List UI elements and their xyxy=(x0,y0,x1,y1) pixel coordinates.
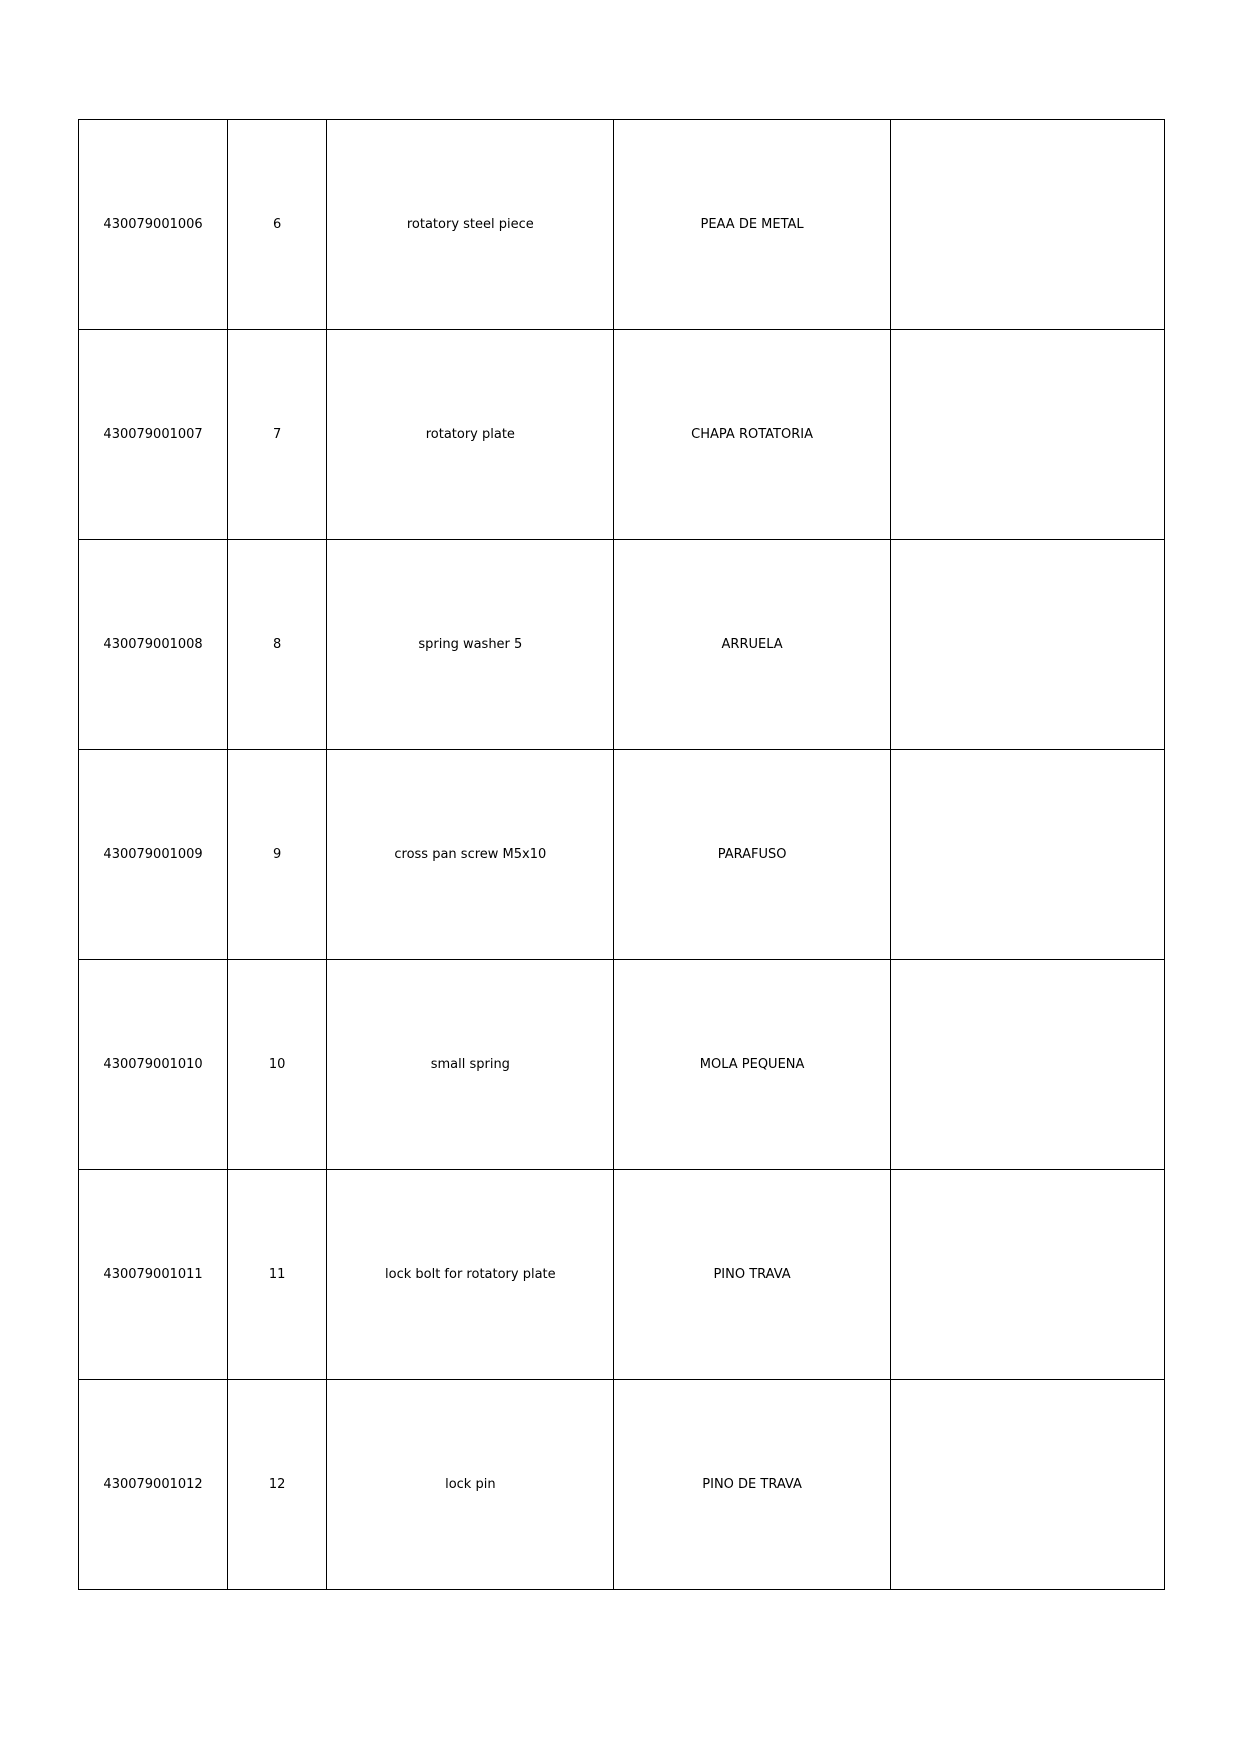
part-number-cell: 7 xyxy=(228,330,327,540)
description-pt-cell: PEAA DE METAL xyxy=(614,120,890,330)
part-number-cell: 11 xyxy=(228,1170,327,1380)
table-row xyxy=(79,540,1165,750)
table-row xyxy=(79,1380,1165,1590)
notes-cell xyxy=(890,1380,1164,1590)
part-number-cell: 8 xyxy=(228,540,327,750)
part-code-cell: 430079001008 xyxy=(79,540,228,750)
description-en-cell: cross pan screw M5x10 xyxy=(327,750,614,960)
part-code-cell: 430079001007 xyxy=(79,330,228,540)
part-number-cell: 12 xyxy=(228,1380,327,1590)
parts-table xyxy=(78,119,1165,1590)
description-en-cell: rotatory plate xyxy=(327,330,614,540)
description-pt-cell: PINO TRAVA xyxy=(614,1170,890,1380)
table-row xyxy=(79,120,1165,330)
part-code-cell: 430079001010 xyxy=(79,960,228,1170)
notes-cell xyxy=(890,1170,1164,1380)
table-row xyxy=(79,750,1165,960)
table-row xyxy=(79,960,1165,1170)
notes-cell xyxy=(890,750,1164,960)
part-code-cell: 430079001011 xyxy=(79,1170,228,1380)
notes-cell xyxy=(890,960,1164,1170)
notes-cell xyxy=(890,120,1164,330)
part-number-cell: 6 xyxy=(228,120,327,330)
parts-table-body xyxy=(79,120,1165,1590)
description-en-cell: spring washer 5 xyxy=(327,540,614,750)
part-number-cell: 9 xyxy=(228,750,327,960)
description-pt-cell: ARRUELA xyxy=(614,540,890,750)
notes-cell xyxy=(890,330,1164,540)
part-code-cell: 430079001009 xyxy=(79,750,228,960)
description-en-cell: lock pin xyxy=(327,1380,614,1590)
table-row xyxy=(79,1170,1165,1380)
part-code-cell: 430079001006 xyxy=(79,120,228,330)
description-pt-cell: MOLA PEQUENA xyxy=(614,960,890,1170)
description-pt-cell: CHAPA ROTATORIA xyxy=(614,330,890,540)
description-en-cell: lock bolt for rotatory plate xyxy=(327,1170,614,1380)
description-pt-cell: PARAFUSO xyxy=(614,750,890,960)
table-row xyxy=(79,330,1165,540)
description-pt-cell: PINO DE TRAVA xyxy=(614,1380,890,1590)
notes-cell xyxy=(890,540,1164,750)
part-code-cell: 430079001012 xyxy=(79,1380,228,1590)
description-en-cell: rotatory steel piece xyxy=(327,120,614,330)
description-en-cell: small spring xyxy=(327,960,614,1170)
part-number-cell: 10 xyxy=(228,960,327,1170)
